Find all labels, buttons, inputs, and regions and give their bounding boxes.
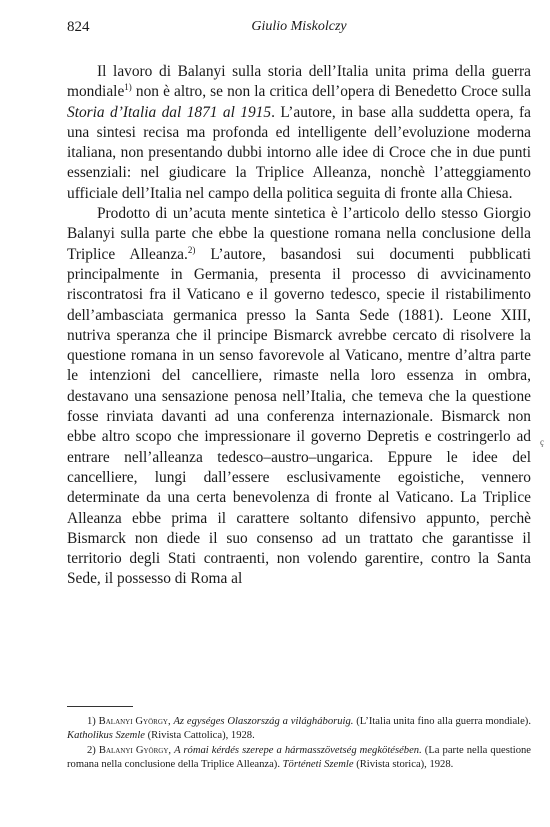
footnotes [67,715,531,773]
footnote-author: Balanyi György [98,744,169,756]
paragraph-2-text-b: L’autore, basandosi sui documenti pubblicati principalmente in Germania, presenta il processo di avvicinamento riscontratosi fra il Vaticano e il governo tedesco, specie il ristabilimento dell’ambasciata germanica presso la Santa Sede (1881). Leone XIII, nutriva speranza che il principe Bismarck avrebbe cercato di risolvere la questione romana in un senso favorevole al Vaticano, mentre d’altra parte le intenzioni del cancelliere, rimaste nella loro essenza in ombra, destavano una sensazione penosa nell’Italia, che temeva che la questione fosse rinviata davanti ad una conferenza internazionale. Bismarck non ebbe altro scopo che impressionare il governo Depretis e costringerlo ad entrare nell’alleanza tedesco–austro–ungarica. Eppure le idee del cancelliere, lungi dall’essere esclusivamente egoistiche, vennero determinate da una certa benevolenza di fronte al Vaticano. La Triplice Alleanza ebbe prima il carattere soltanto difensivo appunto, perchè Bismarck non diede il suo consenso ad un trattato che garantisse il territorio degli Stati contraenti, non volendo garentire, contro la Santa Sede, il possesso di Roma al [67,245,532,588]
paragraph-1-text-a: Il lavoro di Balanyi sulla storia dell’Italia unita prima della guerra mondiale [67,63,531,101]
footnote-tail: (Rivista Cattolica), 1928. [144,730,255,742]
running-title: Giulio Miskolczy [251,19,347,34]
footnote-ref-2: 2) [187,244,196,255]
footnote-title: A római kérdés szerepe a hármasszövetség megkötésében. [174,744,422,756]
page-header [67,19,531,41]
paragraph-1 [67,62,531,204]
body-text [67,62,531,590]
footnote-author: Balanyi György [98,716,168,727]
footnote-separator [67,706,133,707]
footnote-2: 2) Balanyi György, A római kérdés szerepe a hármasszövetség megkötésében. (La parte nella questione romana nella conclusione della Triplice Alleanza). Történeti Szemle (Rivista storica), 1928. [67,744,532,771]
paragraph-2 [67,204,531,590]
footnote-title: Az egységes Olaszország a világháboruig. [173,716,354,727]
footnote-journal: Katholikus Szemle [67,730,145,742]
paragraph-1-text-b: non è altro, se non la critica dell’opera di Benedetto Croce sulla [131,83,531,101]
footnote-translation: (La parte nella questione romana nella conclusione della Triplice Alleanza). [67,744,532,771]
footnote-marker: 1) [87,716,96,727]
footnote-marker: 2) [87,744,96,756]
paragraph-2-text-a: Prodotto di un’acuta mente sintetica è l’articolo dello stesso Giorgio Balanyi sulla parte che ebbe la questione romana nella conclusione della Triplice Alleanza. [67,205,531,263]
cited-book-title: Storia d’Italia dal 1871 al 1915 [67,103,272,121]
footnote-journal: Történeti Szemle [282,759,354,771]
footnote-tail: (Rivista storica), 1928. [353,759,454,771]
paragraph-1-text-c: . L’autore, in base alla suddetta opera, fa una sintesi recisa ma profonda ed intelligente dell’evoluzione moderna italiana, non presentando dubbi intorno alle idee di Croce che in due punti essenziali: nel giudicare la Triplice Alleanza, nonchè l’atteggiamento ufficiale dell’Italia nel campo della politica seguita di fronte alla Chiesa. [67,103,532,202]
footnote-ref-1: 1) [124,82,132,93]
margin-mark: ç [540,437,544,447]
footnote-1: 1) Balanyi György, Az egységes Olaszország a világháboruig. (L’Italia unita fino alla guerra mondiale). Katholikus Szemle (Rivista Cattolica), 1928. [67,716,531,742]
page-number: 824 [67,19,90,35]
footnote-translation: (L’Italia unita fino alla guerra mondiale). [353,716,531,727]
